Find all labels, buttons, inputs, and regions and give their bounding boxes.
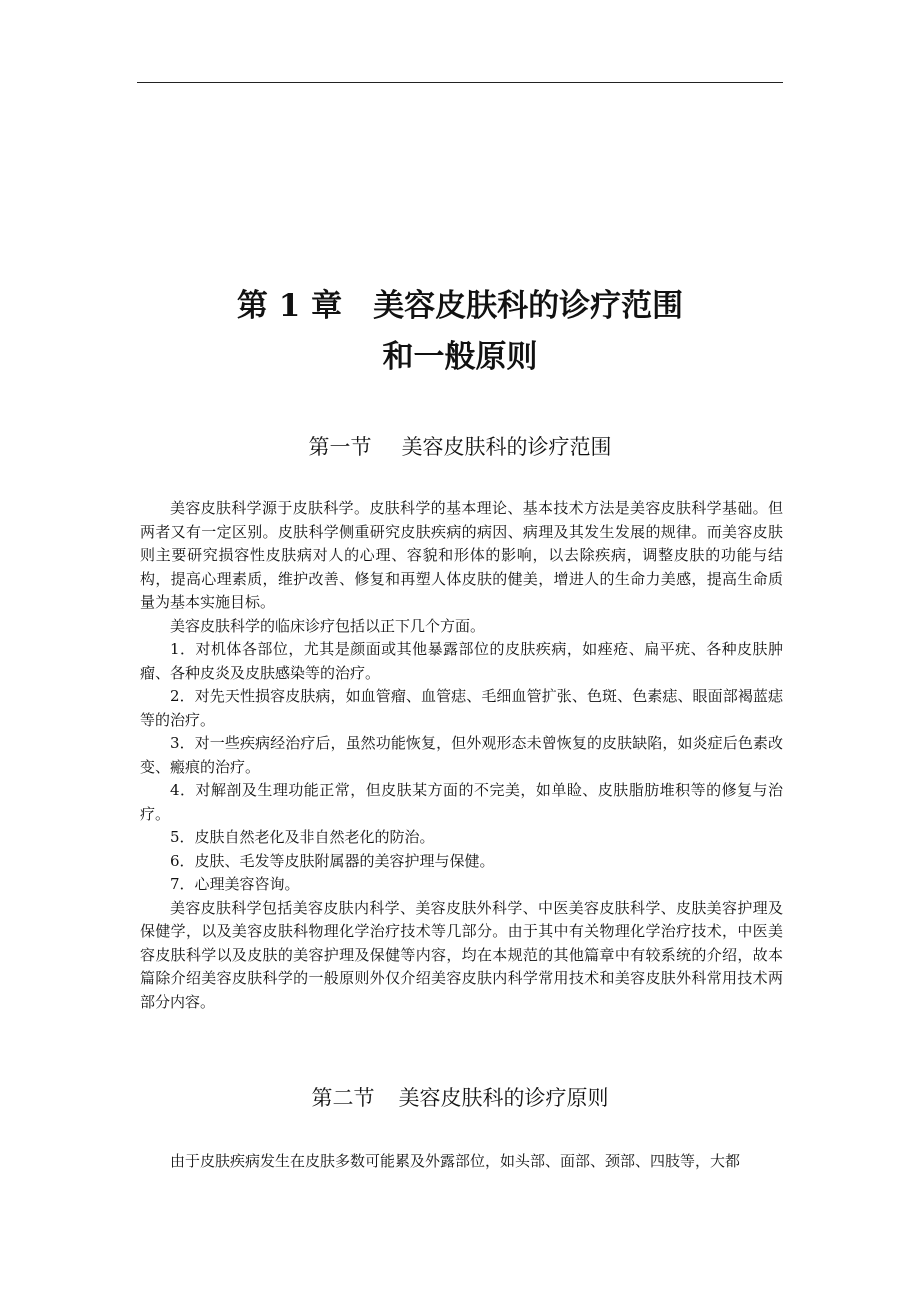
list-item: 4．对解剖及生理功能正常，但皮肤某方面的不完美，如单睑、皮肤脂肪堆积等的修复与治疗。 <box>140 781 783 823</box>
list-item: 6．皮肤、毛发等皮肤附属器的美容护理与保健。 <box>170 851 495 870</box>
paragraph: 由于皮肤疾病发生在皮肤多数可能累及外露部位，如头部、面部、颈部、四肢等，大都 <box>170 1152 741 1170</box>
list-item: 1．对机体各部位，尤其是颜面或其他暴露部位的皮肤疾病，如痤疮、扁平疣、各种皮肤肿瘤、各种皮炎及皮肤感染等的治疗。 <box>140 640 783 682</box>
list-item: 5．皮肤自然老化及非自然老化的防治。 <box>170 828 435 846</box>
section-2-body <box>140 1150 783 1174</box>
list-item: 7．心理美容咨询。 <box>170 875 300 893</box>
paragraph: 美容皮肤科学源于皮肤科学。皮肤科学的基本理论、基本技术方法是美容皮肤科学基础。但两者又有一定区别。皮肤科学侧重研究皮肤疾病的病因、病理及其发生发展的规律。而美容皮肤则主要研究损容性皮肤病对人的心理、容貌和形体的影响，以去除疾病，调整皮肤的功能与结构，提高心理素质，维护改善、修复和再塑人体皮肤的健美，增进人的生命力美感，提高生命质量为基本实施目标。 <box>140 499 783 611</box>
paragraph: 美容皮肤科学的临床诊疗包括以正下几个方面。 <box>170 616 486 635</box>
paragraph: 美容皮肤科学包括美容皮肤内科学、美容皮肤外科学、中医美容皮肤科学、皮肤美容护理及保健学，以及美容皮肤科物理化学治疗技术等几部分。由于其中有关物理化学治疗技术，中医美容皮肤科学以及皮肤的美容护理及保健等内容，均在本规范的其他篇章中有较系统的介绍，故本篇除介绍美容皮肤科学的一般原则外仅介绍美容皮肤内科学常用技术和美容皮肤外科常用技术两部分内容。 <box>140 898 783 1011</box>
section-2-heading <box>137 1083 783 1113</box>
chapter-title-continued: 和一般原则 <box>382 339 538 375</box>
section-2-number: 第二节 <box>311 1086 375 1110</box>
section-1-number: 第一节 <box>308 435 372 459</box>
section-1-heading <box>137 432 783 462</box>
list-item: 2．对先天性损容皮肤病，如血管瘤、血管痣、毛细血管扩张、色斑、色素痣、眼面部褐蓝痣等的治疗。 <box>140 687 783 729</box>
section-1-body <box>140 497 783 1014</box>
section-1-title: 美容皮肤科的诊疗范围 <box>401 435 612 459</box>
section-2-title: 美容皮肤科的诊疗原则 <box>398 1086 609 1110</box>
header-rule <box>137 82 783 83</box>
list-item: 3．对一些疾病经治疗后，虽然功能恢复，但外观形态未曾恢复的皮肤缺陷，如炎症后色素改变、瘢痕的治疗。 <box>140 734 783 776</box>
chapter-title: 第 1 章 美容皮肤科的诊疗范围 <box>236 288 684 324</box>
